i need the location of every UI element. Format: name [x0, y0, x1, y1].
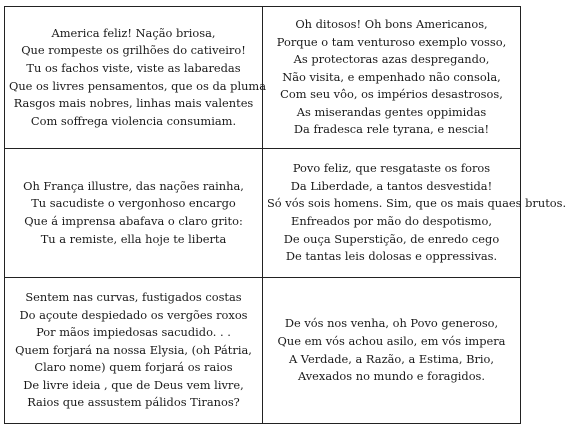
verse-line: Rasgos mais nobres, linhas mais valentes [13, 96, 254, 111]
verse-line: Enfreados por mão do despotismo, [291, 214, 492, 228]
verse-line: Povo feliz, que resgataste os foros [292, 161, 491, 176]
table-row [5, 278, 521, 424]
table-row [5, 149, 521, 278]
stanza-cell-right [263, 149, 566, 278]
verse-line: Claro nome) quem forjará os raios [34, 360, 233, 375]
verse-line: Tu a remiste, ella hoje te liberta [40, 231, 227, 246]
verse-line: Raios que assustem pálidos Tiranos? [27, 395, 240, 410]
verse-line: De vós nos venha, oh Povo generoso, [284, 316, 499, 331]
stanza-cell-right [263, 7, 521, 149]
verse-line: Que os livres pensamentos, que os da pluma [9, 78, 267, 93]
verse-line: A Verdade, a Razão, a Estima, Brio, [288, 351, 495, 366]
verse-line: As miserandas gentes oppimidas [296, 104, 487, 119]
verse-line: Tu os fachos viste, viste as labaredas [26, 60, 241, 75]
verse-line: Oh ditosos! Oh bons Americanos, [295, 16, 488, 31]
verse-line: De tantas leis dolosas e oppressivas. [285, 249, 498, 264]
verse-line: Da Liberdade, a tantos desvestida! [290, 178, 493, 193]
verse-line: Por mãos impiedosas sacudido. . . [36, 325, 231, 340]
verse-line: Da fradesca rele tyrana, e nescia! [293, 122, 490, 137]
verse-line: America feliz! Nação briosa, [51, 25, 216, 40]
verse-line: Porque o tam venturoso exemplo vosso, [276, 34, 507, 49]
stanza-cell-left [5, 7, 267, 149]
verse-line: Que rompeste os grilhões do cativeiro! [21, 43, 246, 58]
verse-line: Só vós sois homens. Sim, que os mais quaes brutos. [267, 196, 566, 211]
verse-line: As protectoras azas despregando, [293, 52, 490, 67]
verse-line: Que em vós achou asilo, em vós impera [277, 333, 506, 348]
verse-line: Com soffrega violencia consumiam. [30, 113, 237, 128]
verse-line: De ouça Superstição, de enredo cego [283, 231, 500, 246]
verse-line: Avexados no mundo e foragidos. [297, 369, 486, 384]
verse-line: Do açoute despiedado os vergões roxos [19, 307, 248, 322]
verse-line: Que á imprensa abafava o claro grito: [24, 214, 243, 228]
stanza-cell-right [263, 278, 521, 424]
verse-line: Quem forjará na nossa Elysia, (oh Pátria, [15, 342, 252, 357]
verse-line: Tu sacudiste o vergonhoso encargo [31, 196, 236, 211]
poem-table [4, 6, 566, 424]
verse-line: Com seu vôo, os impérios desastrosos, [280, 87, 503, 102]
verse-line: Sentem nas curvas, fustigados costas [25, 289, 242, 304]
table-row [5, 7, 521, 149]
verse-line: Não visita, e empenhado não consola, [282, 69, 501, 84]
stanza-cell-left [5, 149, 263, 278]
verse-line: Oh França illustre, das nações rainha, [23, 178, 244, 193]
verse-line: De livre ideia , que de Deus vem livre, [23, 377, 244, 392]
stanza-cell-left [5, 278, 263, 424]
